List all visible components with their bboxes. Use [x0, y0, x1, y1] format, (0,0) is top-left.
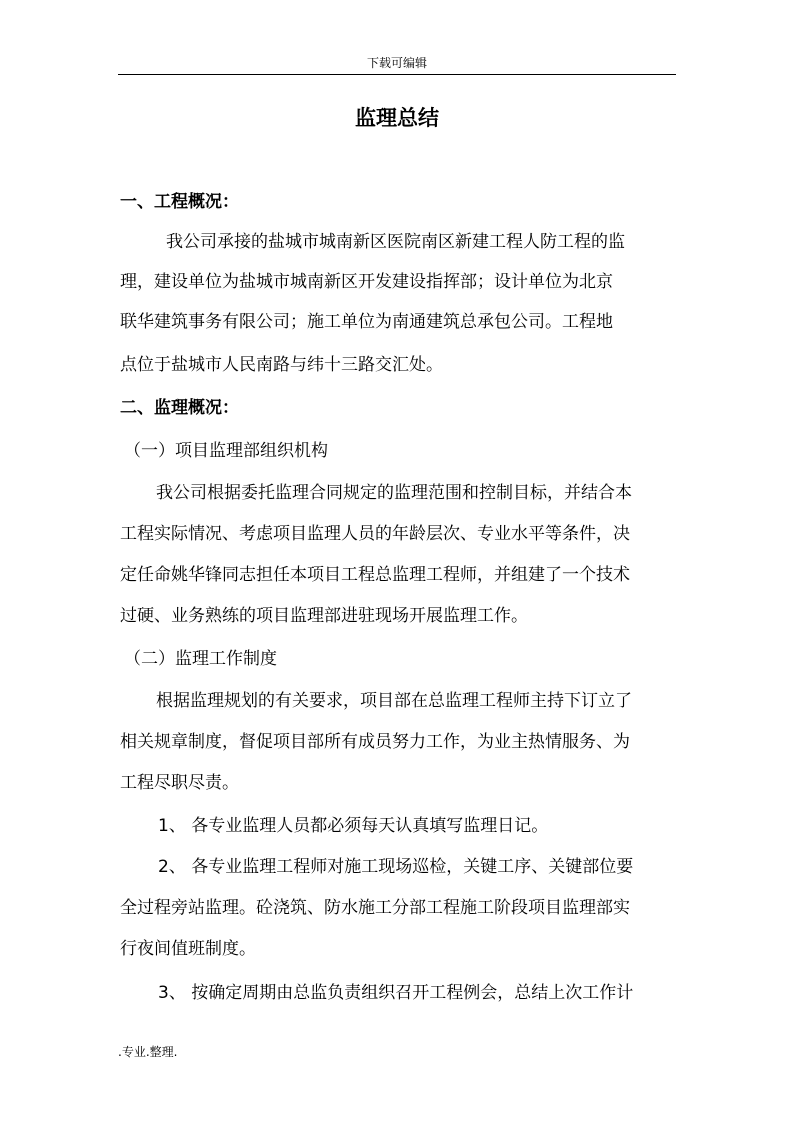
paragraph-line: 工程实际情况、考虑项目监理人员的年龄层次、专业水平等条件，决: [120, 524, 630, 544]
paragraph-line: 我公司承接的盐城市城南新区医院南区新建工程人防工程的监: [166, 232, 625, 252]
paragraph-line: 全过程旁站监理。砼浇筑、防水施工分部工程施工阶段项目监理部实: [120, 898, 630, 918]
section-heading-1: 一、工程概况：: [120, 192, 239, 212]
list-item-2: 2、 各专业监理工程师对施工现场巡检，关键工序、关键部位要: [158, 857, 634, 877]
paragraph-line: 点位于盐城市人民南路与纬十三路交汇处。: [120, 355, 443, 375]
header-text: 下载可编辑: [366, 56, 427, 70]
paragraph-line: 工程尽职尽责。: [120, 773, 239, 793]
paragraph-line: 过硬、业务熟练的项目监理部进驻现场开展监理工作。: [120, 606, 528, 626]
subsection-heading-2: （二）监理工作制度: [124, 649, 277, 669]
paragraph-line: 联华建筑事务有限公司；施工单位为南通建筑总承包公司。工程地: [120, 312, 613, 332]
paragraph-line: 理，建设单位为盐城市城南新区开发建设指挥部；设计单位为北京: [120, 272, 613, 292]
paragraph-line: 我公司根据委托监理合同规定的监理范围和控制目标，并结合本: [156, 483, 632, 503]
paragraph-line: 相关规章制度，督促项目部所有成员努力工作，为业主热情服务、为: [120, 732, 630, 752]
page-footer: .专业.整理.: [118, 1045, 178, 1059]
paragraph-line: 定任命姚华锋同志担任本项目工程总监理工程师，并组建了一个技术: [120, 565, 630, 585]
subsection-heading-1: （一）项目监理部组织机构: [124, 441, 328, 461]
document-title: 监理总结: [355, 106, 439, 130]
paragraph-line: 行夜间值班制度。: [120, 939, 256, 959]
paragraph-line: 根据监理规划的有关要求，项目部在总监理工程师主持下订立了: [156, 691, 632, 711]
list-item-1: 1、 各专业监理人员都必须每天认真填写监理日记。: [158, 816, 549, 836]
section-heading-2: 二、监理概况：: [120, 398, 239, 418]
header-rule: [118, 74, 676, 75]
list-item-3: 3、 按确定周期由总监负责组织召开工程例会，总结上次工作计: [158, 983, 634, 1003]
